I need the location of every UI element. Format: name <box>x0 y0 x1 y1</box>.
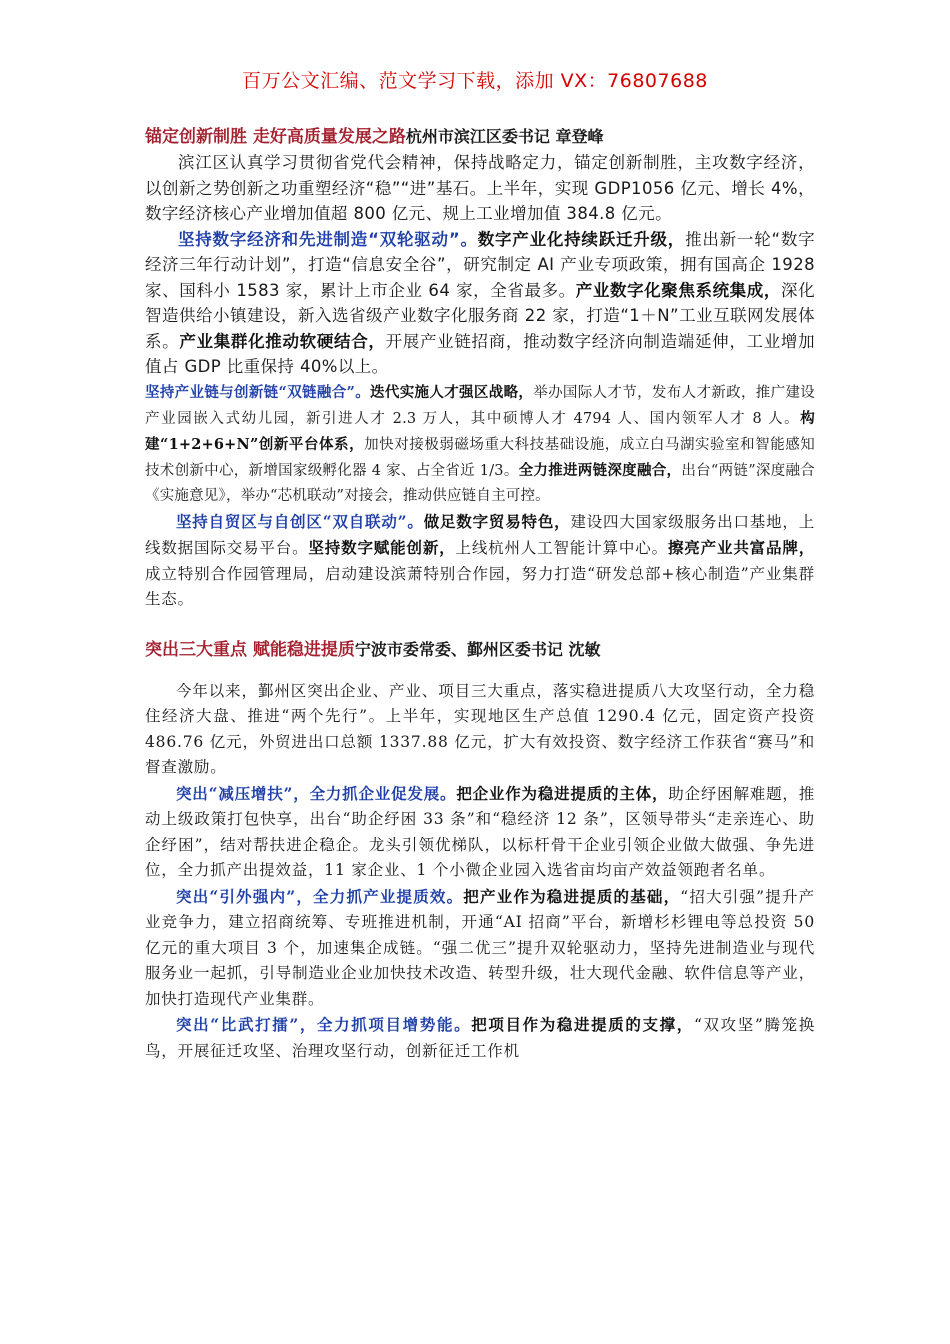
article-1-author: 杭州市滨江区委书记 章登峰 <box>405 127 604 146</box>
article-2-p1-text: 助企纾困解难题，推动上级政策打包快享，出台“助企纾困 33 条”和“稳经济 12 条”，区领导带头“走亲连心、助企纾困”，结对帮扶进企稳企。龙头引领优梯队，以标杆骨干企业引领企业做大做强、争先进位，全力抓产出提效益，11 家企业、1 个小微企业园入选省亩均亩产效益领跑者名单。 <box>145 784 815 879</box>
article-2-paragraph-2 <box>145 884 815 1013</box>
article-1-intro: 滨江区认真学习贯彻省党代会精神，保持战略定力，锚定创新制胜，主攻数字经济，以创新之势创新之功重塑经济“稳”“进”基石。上半年，实现 GDP1056 亿元、增长 4%，数字经济核心产业增加值超 800 亿元、规上工业增加值 384.8 亿元。 <box>145 153 815 223</box>
article-1-p3-text-3: 成立特别合作园管理局，启动建设滨萧特别合作园，努力打造“研发总部+核心制造”产业集群生态。 <box>145 564 815 608</box>
article-2-p3-heading: 突出“比武打擂”，全力抓项目增势能。 <box>176 1015 472 1034</box>
header-banner: 百万公文汇编、范文学习下载，添加 VX：76807688 <box>242 70 708 92</box>
article-2-p2-text: “招大引强”提升产业竞争力，建立招商统筹、专班推进机制，开通“AI 招商”平台，新增杉杉锂电等总投资 50 亿元的重大项目 3 个，加速集企成链。“强二优三”提升双轮驱动力，坚持先进制造业与现代服务业一起抓，引导制造业企业加快技术改造、转型升级，壮大现代金融、软件信息等产业，加快打造现代产业集群。 <box>145 887 815 1008</box>
article-2-p1-bold: 把企业作为稳进提质的主体， <box>456 783 669 803</box>
article-2-p1-heading: 突出“减压增扶”，全力抓企业促发展。 <box>176 783 457 803</box>
article-1-p1-bold-2: 产业数字化聚焦系统集成， <box>575 280 781 300</box>
article-1-p2-text-3: 出台“两链”深度融合《实施意见》，举办“芯机联动”对接会，推动供应链自主可控。 <box>145 462 816 504</box>
article-1-p2-bold-1: 迭代实施人才强区战略， <box>370 383 534 401</box>
article-1-paragraph-3 <box>145 509 815 613</box>
article-1-p3-bold-2: 坚持数字赋能创新， <box>308 538 456 557</box>
article-2-p3-text: “双攻坚”腾笼换鸟，开展征迁攻坚、治理攻坚行动，创新征迁工作机 <box>145 1016 816 1060</box>
article-1-p3-text-1: 建设四大国家级服务出口基地，上线数据国际交易平台。 <box>145 512 815 557</box>
article-2-paragraph-1 <box>145 781 815 884</box>
title-spacer <box>145 663 815 679</box>
article-1-title <box>145 124 815 150</box>
section-spacer <box>145 613 815 637</box>
article-1-p2-heading: 坚持产业链与创新链“双链融合”。 <box>145 383 371 401</box>
article-1-paragraph-2 <box>145 380 815 509</box>
article-1-p2-bold-2: 构建“1+2+6+N”创新平台体系， <box>145 409 815 453</box>
article-1-p3-bold-3: 擦亮产业共富品牌， <box>667 538 815 557</box>
article-1-p2-bold-3: 全力推进两链深度融合， <box>518 461 682 479</box>
article-1-p1-bold-1: 数字产业化持续跃迁升级， <box>477 229 686 249</box>
article-2-title-main: 突出三大重点 赋能稳进提质 <box>145 639 355 660</box>
article-2-p2-bold: 把产业作为稳进提质的基础， <box>463 886 681 906</box>
article-1-p3-heading: 坚持自贸区与自创区“双自联动”。 <box>176 511 424 531</box>
article-1-p1-text-1: 推出新一轮“数字经济三年行动计划”，打造“信息安全谷”，研究制定 AI 产业专项政策，拥有国高企 1928 家、国科小 1583 家，累计上市企业 64 家，全省最多。 <box>145 229 815 300</box>
article-2-title <box>145 637 815 663</box>
article-2-p2-heading: 突出“引外强内”，全力抓产业提质效。 <box>176 886 464 906</box>
article-1-p1-heading: 坚持数字经济和先进制造“双轮驱动”。 <box>178 229 478 249</box>
article-1-title-main: 锚定创新制胜 走好高质量发展之路 <box>145 127 406 147</box>
article-2-paragraph-3 <box>145 1012 815 1064</box>
article-2-p3-bold: 把项目作为稳进提质的支撑， <box>471 1015 694 1034</box>
article-2-intro: 今年以来，鄞州区突出企业、产业、项目三大重点，落实稳进提质八大攻坚行动，全力稳住经济大盘、推进“两个先行”。上半年，实现地区生产总值 1290.4 亿元，固定资产投资 486.76 亿元，外贸进出口总额 1337.88 亿元，扩大有效投资、数字经济工作获省“赛马”和督查激励。 <box>145 681 815 776</box>
article-1-paragraph-1 <box>145 227 815 380</box>
article-1-p3-text-2: 上线杭州人工智能计算中心。 <box>455 539 668 557</box>
article-1-p3-bold-1: 做足数字贸易特色， <box>423 511 571 531</box>
article-2-author: 宁波市委常委、鄞州区委书记 沈敏 <box>354 639 601 659</box>
article-1-p2-text-1: 举办国际人才节，发布人才新政，推广建设产业园嵌入式幼儿园，新引进人才 2.3 万人，其中硕博人才 4794 人、国内领军人才 8 人。 <box>145 384 815 427</box>
article-1-p1-text-3: 开展产业链招商，推动数字经济向制造端延伸，工业增加值占 GDP 比重保持 40%以上。 <box>145 331 815 376</box>
document-body <box>145 124 815 1064</box>
article-1-p2-text-2: 加快对接极弱磁场重大科技基础设施，成立白马湖实验室和智能感知技术创新中心，新增国家级孵化器 4 家、占全省近 1/3。 <box>145 436 815 479</box>
article-1-p1-bold-3: 产业集群化推动软硬结合， <box>179 331 386 351</box>
article-1-p1-text-2: 深化智造供给小镇建设，新入选省级产业数字化服务商 22 家，打造“1＋N”工业互联网发展体系。 <box>145 280 815 351</box>
